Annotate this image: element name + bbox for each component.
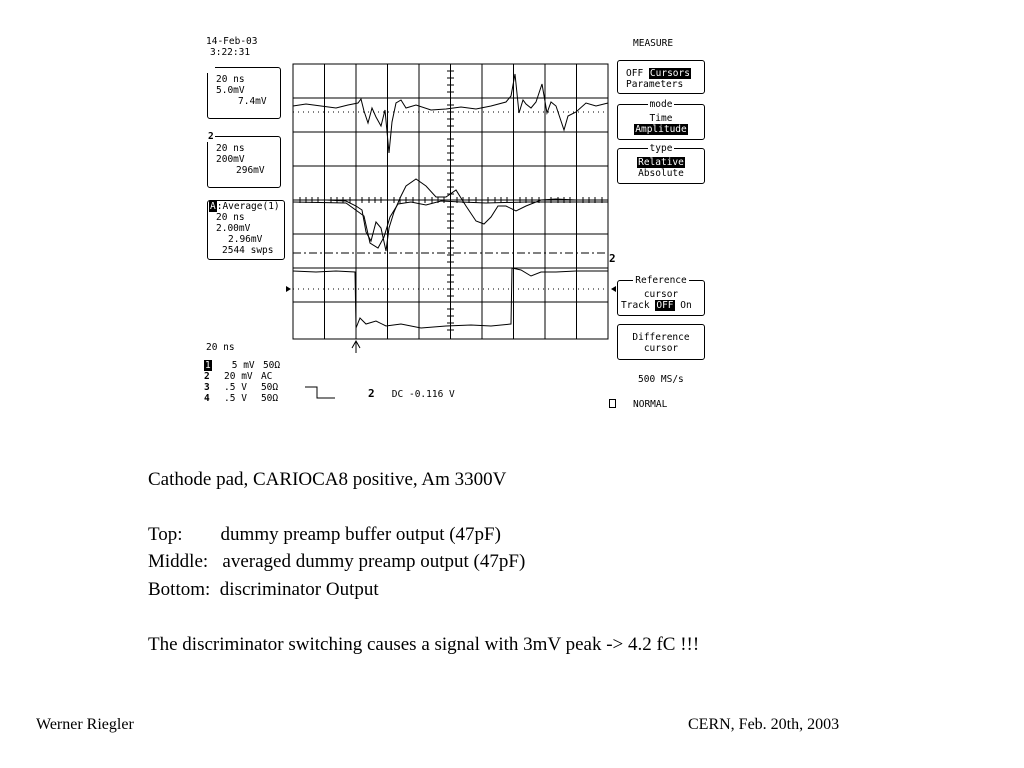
channel-2-scale: 200mV [216,154,245,165]
channel-1-timebase: 20 ns [216,74,245,85]
channel-1-scale: 5.0mV [216,85,245,96]
sample-rate: 500 MS/s [638,374,684,385]
mode-label: mode [649,99,673,110]
average-trace-box[interactable] [207,200,285,260]
channel-2-timebase: 20 ns [216,143,245,154]
mode-amplitude-option[interactable]: Amplitude [635,124,687,135]
track-row [621,300,692,311]
track-on-option[interactable]: On [680,300,692,311]
channel-1-box[interactable] [207,62,281,119]
difference-cursor-label: cursor [643,343,679,354]
average-trace-title: :Average(1) [216,201,280,212]
left-ground-marker [286,286,291,292]
track-off-option[interactable]: OFF [656,300,674,311]
average-timebase: 20 ns [216,212,245,223]
difference-cursor-button[interactable] [617,324,705,360]
trigger-readout: 2 DC -0.116 V [368,387,455,400]
reference-cursor-button[interactable] [617,275,705,316]
track-label: Track [621,300,650,311]
average-scale: 2.00mV [216,223,251,234]
type-label: type [649,143,673,154]
coupling-row: 2 20 mV AC [204,371,273,382]
footer-place-date: CERN, Feb. 20th, 2003 [688,716,840,733]
average-sweeps: 2544 swps [222,245,274,256]
caption-note: The discriminator switching causes a signal with 3mV peak -> 4.2 fC !!! [148,634,700,655]
channel-coupling-table [204,360,280,404]
caption-bottom: Bottom: discriminator Output [148,579,379,600]
mode-menu-button[interactable] [617,99,705,140]
channel-1-id: 1 [208,62,214,73]
footer-author: Werner Riegler [36,716,134,733]
scope-time: 3:22:31 [210,47,251,58]
parameters-option[interactable]: Parameters [626,79,684,90]
cursors-option[interactable]: Cursors [649,68,690,79]
type-menu-button[interactable] [617,143,705,184]
timebase-readout: 20 ns [206,342,235,353]
right-ground-marker [611,286,616,292]
coupling-row: 3 .5 V 50Ω [204,382,279,393]
off-option[interactable]: OFF [626,68,644,79]
coupling-row: 1 5 mV 50Ω [205,360,281,371]
scope-date: 14-Feb-03 [206,36,258,47]
trigger-edge-icon [305,386,335,400]
type-relative-option[interactable]: Relative [638,157,684,168]
caption-line-1: Cathode pad, CARIOCA8 positive, Am 3300V [148,469,507,490]
waveform-display[interactable] [286,56,616,362]
average-trace-id: A [210,201,216,212]
average-value: 2.96mV [228,234,263,245]
channel-2-id: 2 [208,131,214,142]
reference-label: Reference [635,275,687,286]
cursors-menu-button[interactable] [617,60,705,94]
grid-channel-marker: 2 [609,252,616,265]
coupling-row: 4 .5 V 50Ω [204,393,279,404]
mode-time-option[interactable]: Time [649,113,673,124]
difference-label: Difference [632,332,690,343]
reference-cursor-label: cursor [643,289,679,300]
channel-2-box[interactable] [207,131,281,188]
menu-title: MEASURE [633,38,674,49]
trigger-status-indicator [609,399,616,408]
channel-2-value: 296mV [236,165,265,176]
trigger-mode: NORMAL [633,399,668,410]
channel-1-value: 7.4mV [238,96,267,107]
type-absolute-option[interactable]: Absolute [638,168,684,179]
caption-middle: Middle: averaged dummy preamp output (47pF) [148,551,526,572]
caption-top: Top: dummy preamp buffer output (47pF) [148,524,501,545]
